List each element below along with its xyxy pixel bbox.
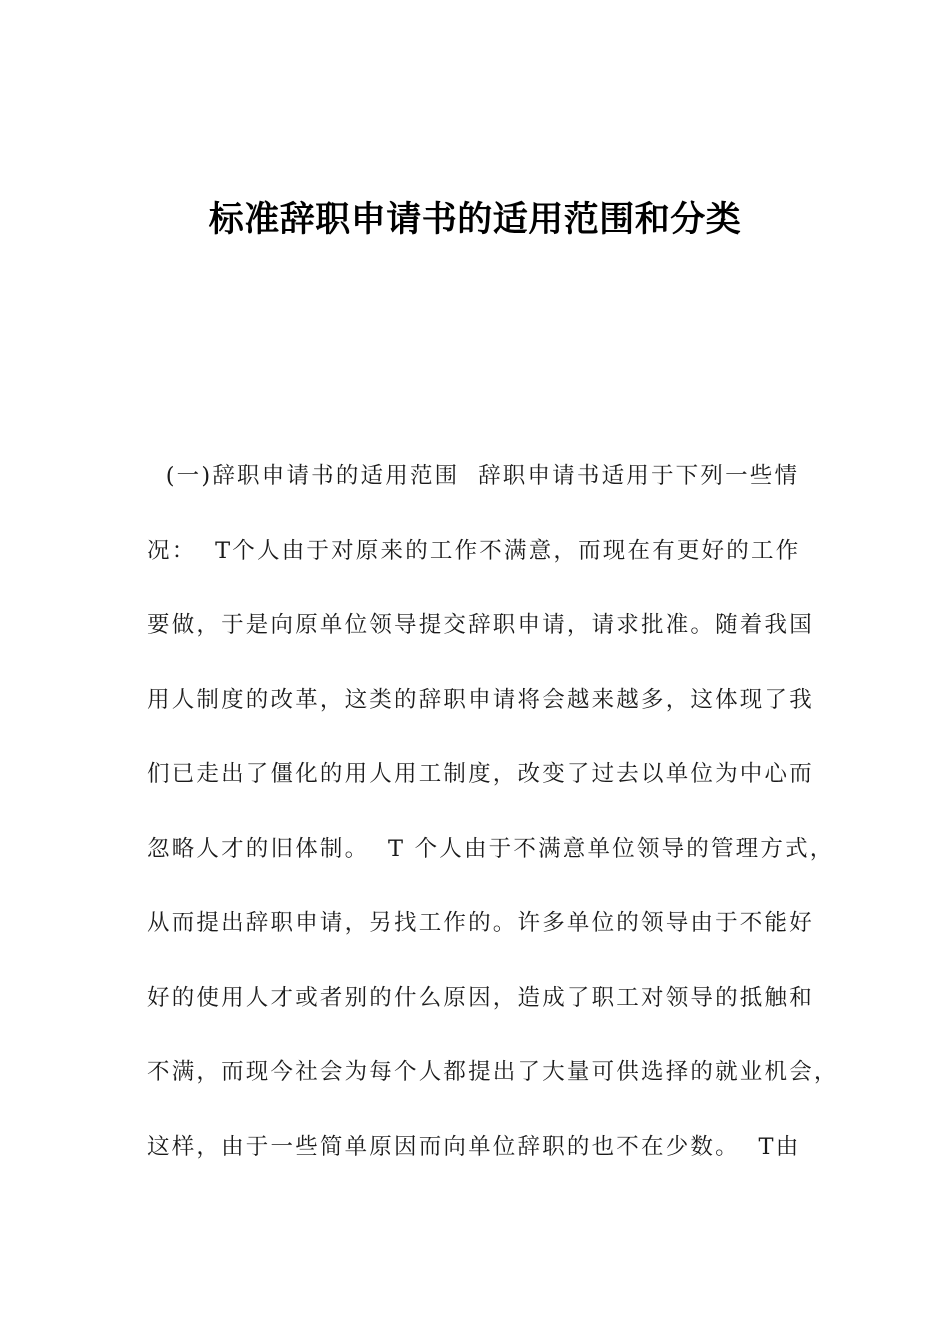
body-line: 要做，于是向原单位领导提交辞职申请，请求批准。随着我国 [147,612,814,638]
body-line: 用人制度的改革，这类的辞职申请将会越来越多，这体现了我 [147,686,814,713]
body-line: 从而提出辞职申请，另找工作的。许多单位的领导由于不能好 [147,910,814,936]
body-line: 况： T个人由于对原来的工作不满意，而现在有更好的工作 [147,537,801,564]
body-line: 好的使用人才或者别的什么原因，造成了职工对领导的抵触和 [147,984,814,1011]
document-body [147,452,839,1197]
body-line: 们已走出了僵化的用人用工制度，改变了过去以单位为中心而 [147,761,814,787]
document-title: 标准辞职申请书的适用范围和分类 [208,200,742,240]
body-line: 忽略人才的旧体制。 T 个人由于不满意单位领导的管理方式， [147,835,835,862]
body-line: 这样，由于一些简单原因而向单位辞职的也不在少数。 T由 [147,1133,801,1160]
body-line: (一)辞职申请书的适用范围 辞职申请书适用于下列一些情 [147,463,800,489]
body-line: 不满，而现今社会为每个人都提出了大量可供选择的就业机会， [147,1059,839,1085]
